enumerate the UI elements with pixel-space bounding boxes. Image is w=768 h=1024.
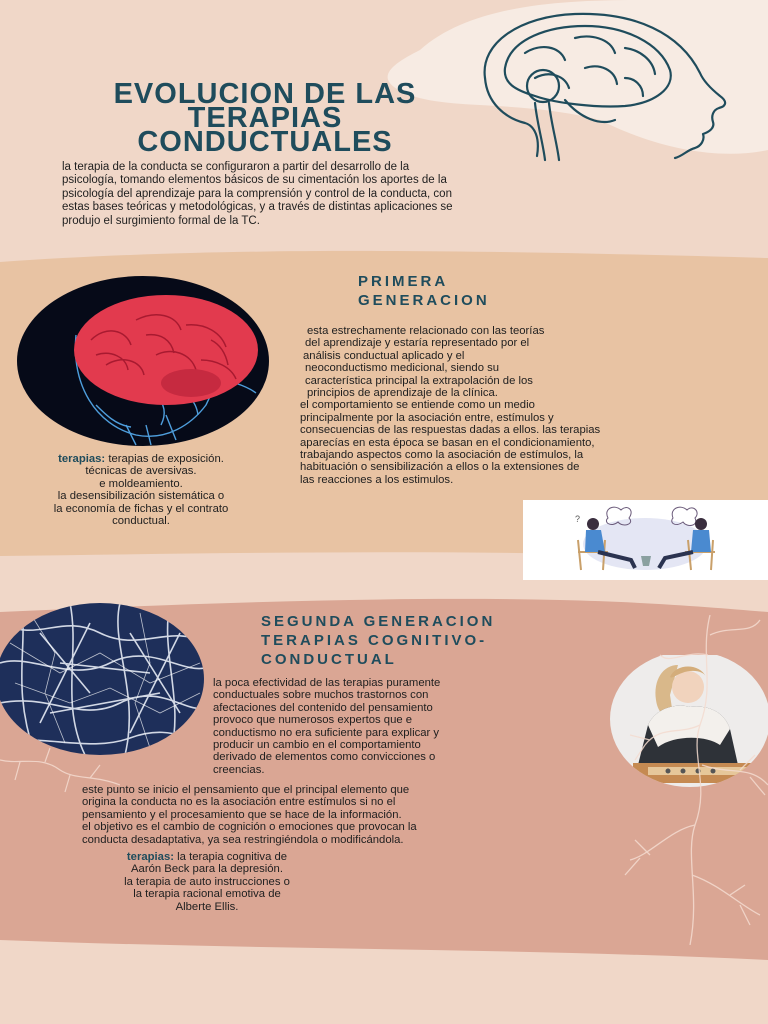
segunda-body-line: producir un cambio en el comportamiento (213, 739, 421, 752)
primera-body-line: neoconductismo medicional, siendo su (305, 362, 500, 375)
tree-branches-decoration (590, 615, 768, 945)
segunda-body-line: creencias. (213, 763, 265, 776)
segunda-body (213, 677, 593, 776)
primera-heading-line-2: GENERACION (358, 292, 490, 309)
terapias-item: Alberte Ellis. (175, 900, 239, 913)
intro-paragraph (62, 161, 662, 228)
terapias-item: técnicas de aversivas. (85, 465, 197, 478)
intro-line: produjo el surgimiento formal de la TC. (62, 214, 260, 227)
terapias-label: terapias: (58, 453, 106, 465)
segunda-heading-line-3: CONDUCTUAL (261, 651, 397, 668)
segunda-body2-line: origina la conducta no es la asociación entre estímulos si no el (82, 796, 396, 809)
primera-body-line: trabajando aspectos como la asociación de estímulos, la (300, 449, 584, 462)
segunda-body-line: afectaciones del contenido del pensamiento (213, 701, 433, 714)
primera-terapias (0, 453, 282, 527)
segunda-body-line: derivado de elementos como convicciones o (213, 751, 436, 764)
terapias-item: la economía de fichas y el contrato (53, 502, 229, 515)
primera-body (300, 325, 745, 486)
primera-body-line: principalmente por la asociación entre, estímulos y (300, 411, 554, 424)
terapias-item: terapias de exposición. (105, 453, 224, 465)
brain-xray-image (16, 275, 270, 447)
terapias-item: Aarón Beck para la depresión. (131, 863, 283, 876)
segunda-heading (261, 612, 621, 669)
terapias-label: terapias: (126, 851, 175, 863)
primera-body-line: análisis conductual aplicado y el (303, 349, 465, 362)
title-line-1: EVOLUCION DE LAS (113, 78, 417, 110)
svg-text:?: ? (575, 514, 581, 524)
page-title (40, 78, 490, 158)
terapias-item: conductual. (112, 515, 170, 528)
intro-line: psicología del aprendizaje para la comprensión y control de la conducta, con (62, 187, 452, 200)
segunda-body-line: la poca efectividad de las terapias puramente (213, 677, 441, 689)
terapias-item: la terapia de auto instrucciones o (124, 875, 290, 888)
terapias-item: la terapia cognitiva de (174, 851, 288, 863)
title-line-3: CONDUCTUALES (137, 126, 393, 158)
primera-body-line: del aprendizaje y estaría representado por el (305, 337, 530, 350)
intro-line: la terapia de la conducta se configuraron a partir del desarrollo de la (62, 161, 410, 173)
primera-body-line: consecuencias de las respuestas dadas a ellos. las terapias (300, 424, 601, 437)
primera-body-line: las reacciones a los estimulos. (300, 473, 454, 486)
primera-body-line: principios de aprendizaje de la clínica. (307, 387, 498, 400)
segunda-body2-line: conducta desadaptativa, ya sea restringiéndola o modificándola. (82, 833, 404, 846)
segunda-body2-line: pensamiento y el procesamiento que se hace de la información. (82, 808, 402, 821)
intro-line: estas bases teóricas y metodológicas, y a través de distintas aplicaciones se (62, 201, 453, 214)
segunda-heading-line-1: SEGUNDA GENERACION (261, 613, 496, 630)
segunda-body-line: conductuales sobre muchos trastornos con (213, 689, 429, 702)
brain-head-illustration (465, 8, 740, 163)
primera-body-line: aparecías en esta época se basan en el condicionamiento, (300, 436, 595, 449)
therapy-session-illustration (523, 500, 768, 580)
primera-body-line: característica principal la extrapolación de los (305, 374, 533, 387)
neurons-image (0, 603, 205, 755)
segunda-heading-line-2: TERAPIAS COGNITIVO- (261, 632, 488, 649)
segunda-body-line: provoco que numerosos expertos que e (213, 714, 413, 727)
segunda-body-2 (82, 784, 602, 846)
segunda-terapias (62, 851, 352, 913)
segunda-body2-line: este punto se inicio el pensamiento que el principal elemento que (82, 784, 410, 796)
primera-body-line: el comportamiento se entiende como un medio (300, 399, 535, 412)
primera-body-line: esta estrechamente relacionado con las teorías (307, 325, 545, 337)
primera-heading-line-1: PRIMERA (358, 273, 449, 290)
title-line-2: TERAPIAS (187, 102, 343, 134)
terapias-item: e moldeamiento. (99, 477, 183, 490)
segunda-body-line: conductismo no era suficiente para explicar y (213, 726, 440, 739)
segunda-body2-line: el objetivo es el cambio de cognición o emociones que provocan la (82, 821, 417, 834)
terapias-item: la terapia racional emotiva de (133, 888, 281, 901)
primera-body-line: habituación o sensibilización a ellos o la extensiones de (300, 461, 580, 474)
intro-line: psicología, tomando elementos básicos de su cimentación los aportes de la (62, 174, 447, 187)
terapias-item: la desensibilización sistemática o (57, 490, 225, 503)
primera-heading (358, 272, 608, 310)
